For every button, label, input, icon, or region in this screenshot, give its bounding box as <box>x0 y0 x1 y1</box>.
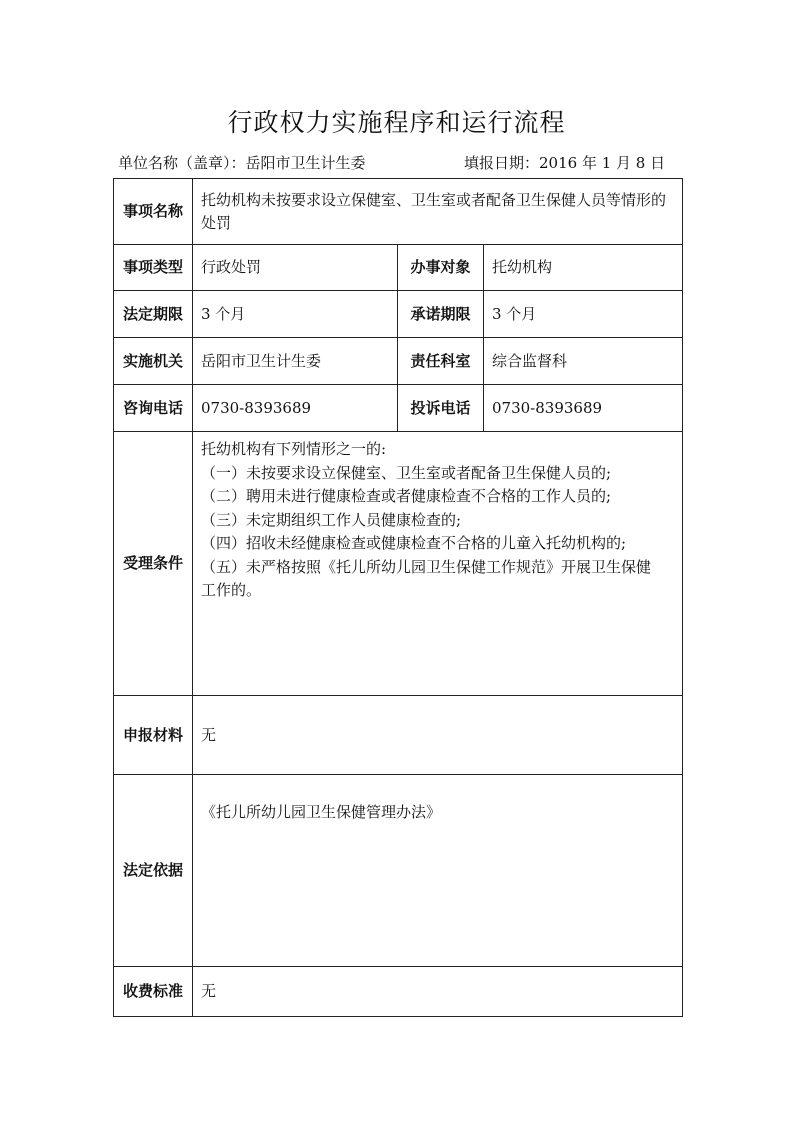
condition-line: （五）未严格按照《托儿所幼儿园卫生保健工作规范》开展卫生保健 <box>201 557 652 576</box>
page-title: 行政权力实施程序和运行流程 <box>227 108 566 137</box>
label-basis: 法定依据 <box>114 775 193 967</box>
label-fee: 收费标准 <box>114 967 193 1017</box>
row-agency-dept <box>114 338 683 385</box>
condition-line: 工作的。 <box>201 581 262 599</box>
row-fee <box>114 967 683 1017</box>
label-item-name: 事项名称 <box>114 179 193 245</box>
value-complaint-phone: 0730-8393689 <box>484 385 683 432</box>
label-legal-period: 法定期限 <box>114 291 193 338</box>
value-materials: 无 <box>193 696 683 775</box>
row-item-name <box>114 179 683 245</box>
value-agency: 岳阳市卫生计生委 <box>193 338 398 385</box>
value-promise-period: 3 个月 <box>484 291 683 338</box>
value-item-name: 托幼机构未按要求设立保健室、卫生室或者配备卫生保健人员等情形的处罚 <box>193 179 683 245</box>
value-dept: 综合监督科 <box>484 338 683 385</box>
value-consult-phone: 0730-8393689 <box>193 385 398 432</box>
label-materials: 申报材料 <box>114 696 193 775</box>
row-conditions <box>114 432 683 696</box>
value-fee: 无 <box>193 967 683 1017</box>
label-item-type: 事项类型 <box>114 245 193 291</box>
row-basis <box>114 775 683 967</box>
row-phones <box>114 385 683 432</box>
condition-line: （三）未定期组织工作人员健康检查的; <box>201 510 462 529</box>
label-agency: 实施机关 <box>114 338 193 385</box>
condition-line: （四）招收未经健康检查或健康检查不合格的儿童入托幼机构的; <box>201 534 627 552</box>
fill-date: 填报日期：2016 年 1 月 8 日 <box>464 154 666 172</box>
value-legal-period: 3 个月 <box>193 291 398 338</box>
value-basis: 《托儿所幼儿园卫生保健管理办法》 <box>193 775 683 967</box>
form-table <box>113 178 683 1017</box>
row-type-target <box>114 245 683 291</box>
unit-name: 单位名称（盖章）：岳阳市卫生计生委 <box>118 154 366 172</box>
condition-line: 托幼机构有下列情形之一的: <box>201 440 387 458</box>
label-promise-period: 承诺期限 <box>398 291 484 338</box>
label-conditions: 受理条件 <box>114 432 193 696</box>
label-complaint-phone: 投诉电话 <box>398 385 484 432</box>
condition-line: （二）聘用未进行健康检查或者健康检查不合格的工作人员的; <box>201 487 612 505</box>
label-target: 办事对象 <box>398 245 484 291</box>
value-item-type: 行政处罚 <box>193 245 398 291</box>
label-dept: 责任科室 <box>398 338 484 385</box>
value-target: 托幼机构 <box>484 245 683 291</box>
row-periods <box>114 291 683 338</box>
row-materials <box>114 696 683 775</box>
condition-line: （一）未按要求设立保健室、卫生室或者配备卫生保健人员的; <box>201 463 612 482</box>
value-conditions <box>193 432 683 696</box>
label-consult-phone: 咨询电话 <box>114 385 193 432</box>
